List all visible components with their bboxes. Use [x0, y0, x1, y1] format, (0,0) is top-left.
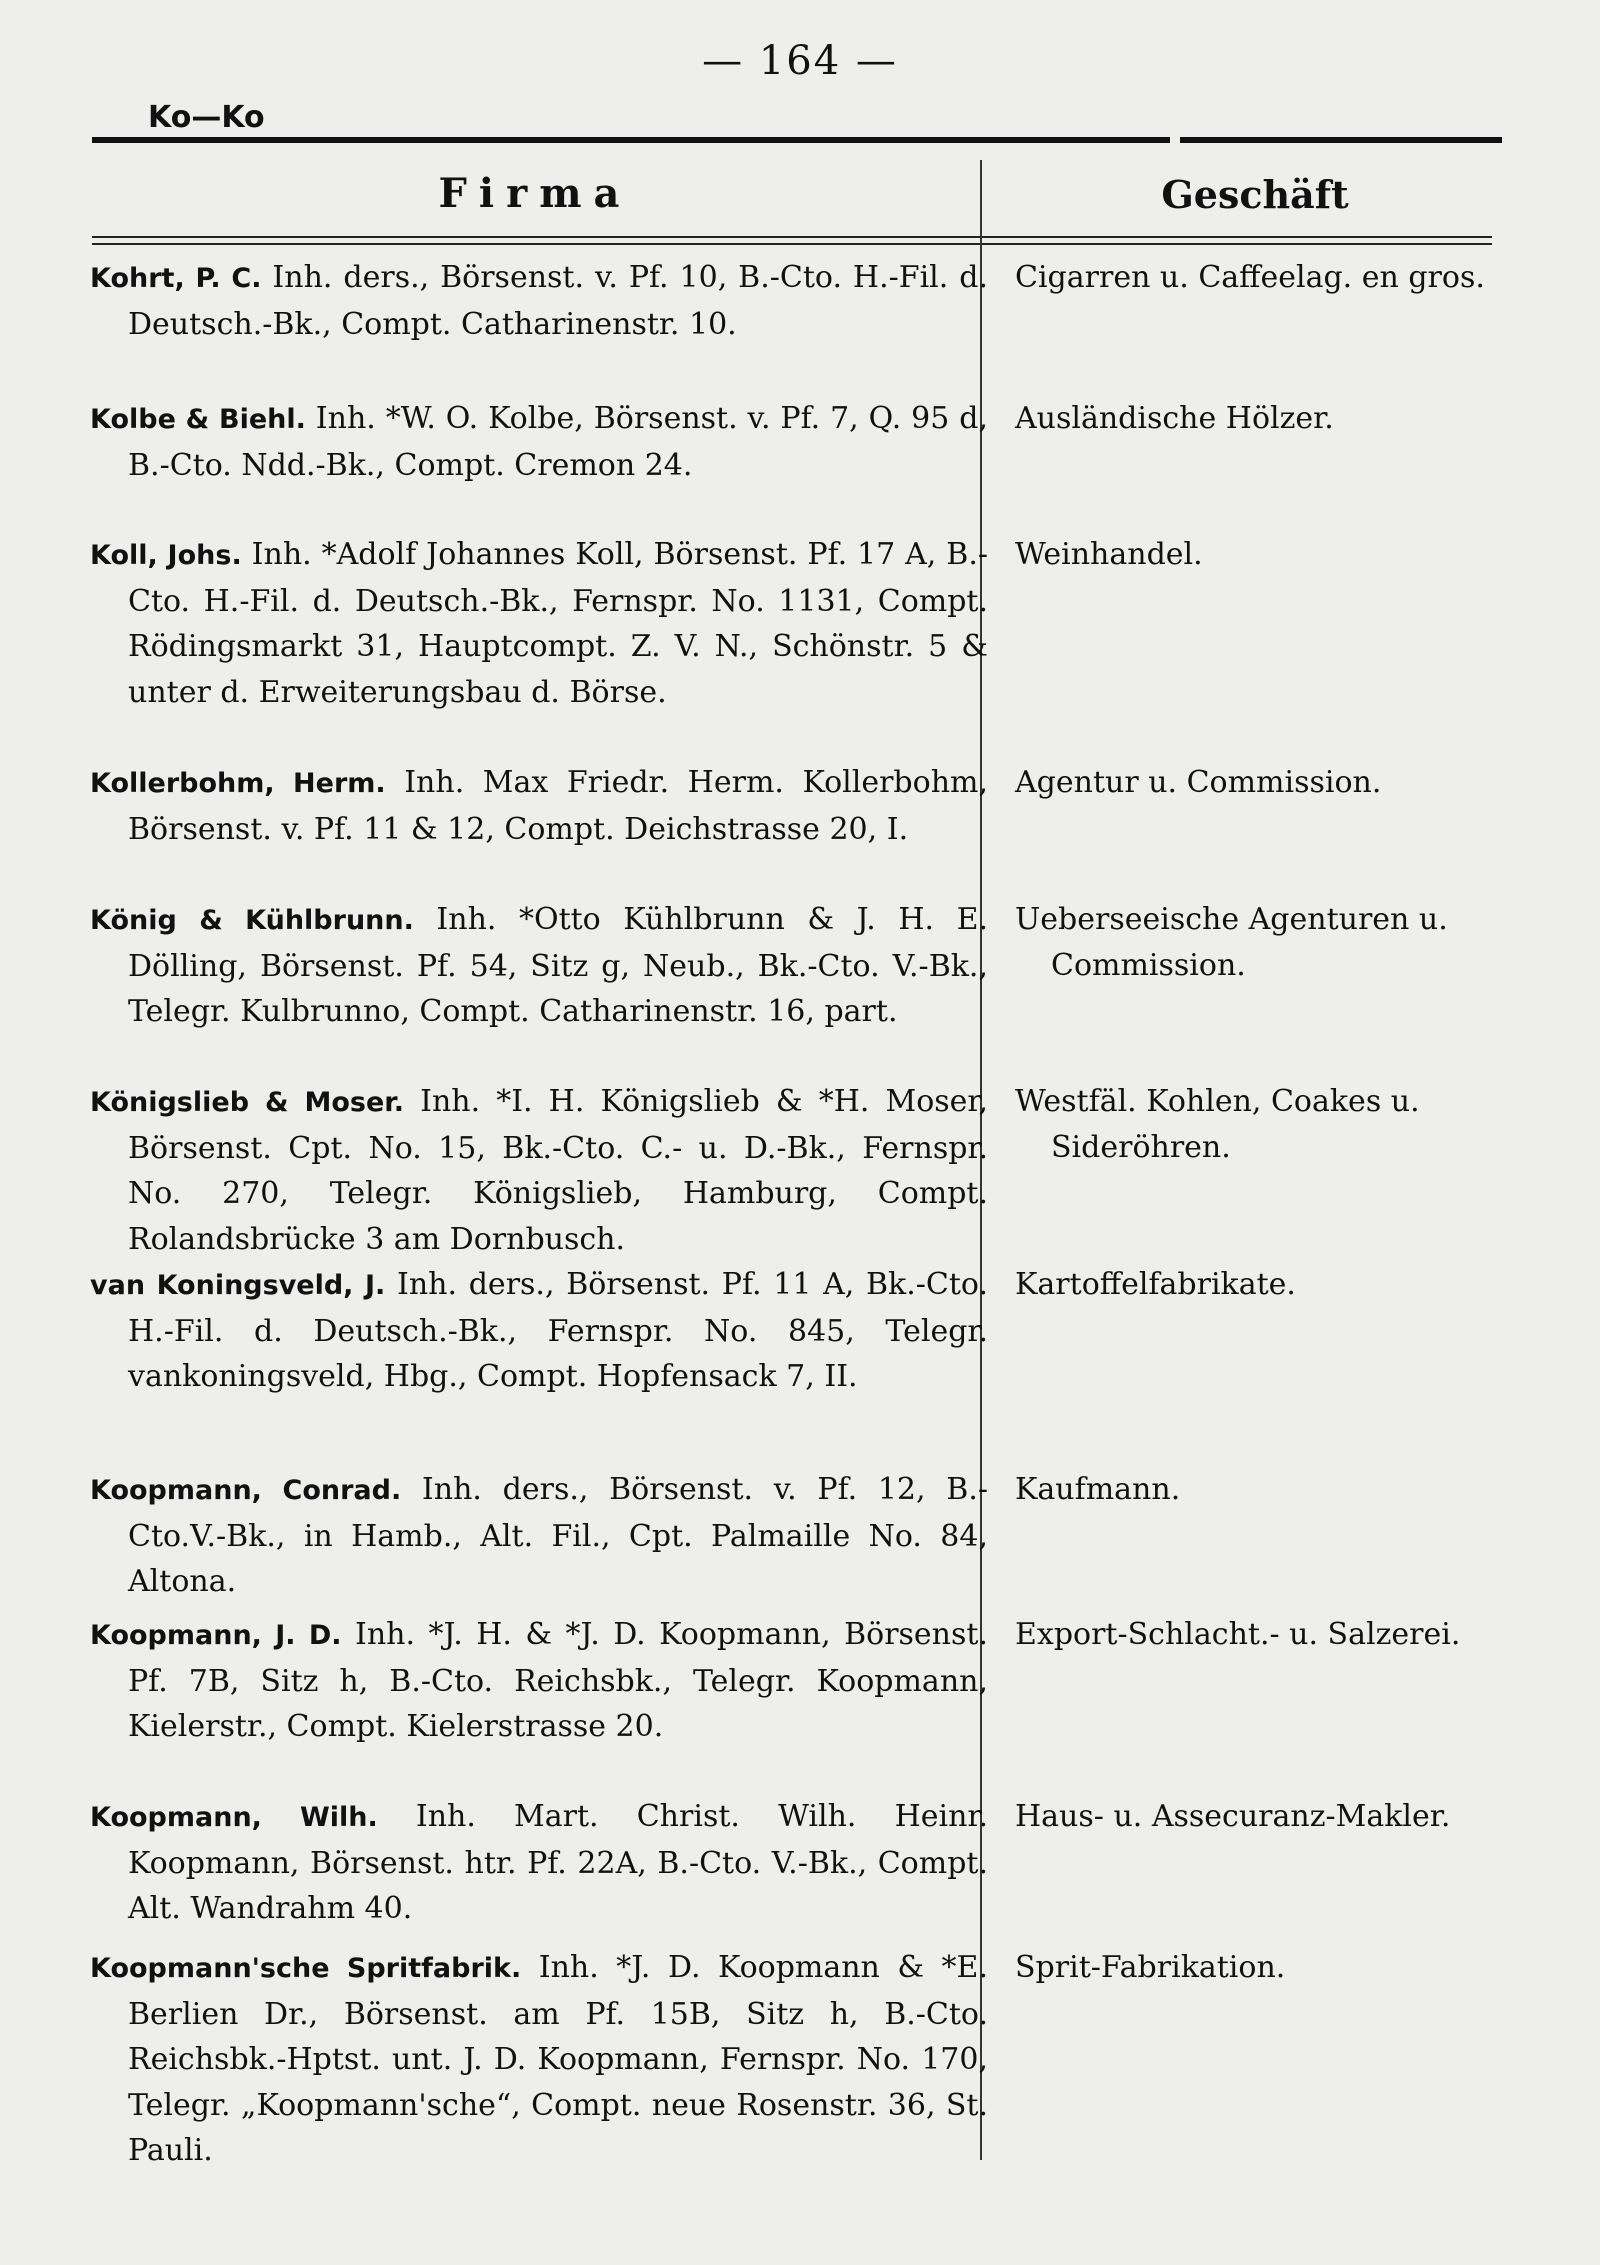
firm-entry — [90, 1467, 988, 1605]
column-header-geschaeft: Geschäft — [1161, 172, 1349, 217]
firm-details: Inh. *J. D. Koopmann & *E. Berlien Dr., Börsenst. am Pf. 15B, Sitz h, B.-Cto. Reichsbk.-Hptst. unt. J. D. Koopmann, Fernspr. No. 170, Telegr. „Koopmann'sche“, Compt. neue Rosenstr. 36, St. Pauli. — [128, 1950, 988, 2168]
column-header-rule-double — [92, 243, 1492, 245]
firm-details: Inh. ders., Börsenst. Pf. 11 A, Bk.-Cto. H.-Fil. d. Deutsch.-Bk., Fernspr. No. 845, Telegr. vankoningsveld, Hbg., Compt. Hopfensack 7, II. — [128, 1267, 988, 1394]
firm-entry — [90, 1079, 988, 1262]
column-header-rule — [92, 236, 1492, 238]
column-header-firma: Firma — [438, 170, 632, 217]
business-description: Agentur u. Commission. — [1015, 765, 1382, 800]
header-rule-right — [1180, 137, 1502, 143]
firm-entry — [90, 1612, 988, 1750]
firm-entry — [90, 1945, 988, 2174]
firm-entry — [90, 897, 988, 1035]
firm-details: Inh. *I. H. Königslieb & *H. Moser, Börsenst. Cpt. No. 15, Bk.-Cto. C.- u. D.-Bk., Fernspr. No. 270, Telegr. Königslieb, Hamburg, Compt. Rolandsbrücke 3 am Dornbusch. — [128, 1084, 988, 1257]
firm-details: Inh. ders., Börsenst. v. Pf. 10, B.-Cto. H.-Fil. d. Deutsch.-Bk., Compt. Catharinenstr. 10. — [128, 260, 988, 342]
firm-name: Koopmann, Wilh. — [90, 1802, 378, 1833]
firm-name: Kolbe & Biehl. — [90, 404, 306, 435]
firm-entry — [90, 760, 988, 852]
business-description: Westfäl. Kohlen, Coakes u. Sideröhren. — [1015, 1084, 1420, 1165]
business-description: Export-Schlacht.- u. Salzerei. — [1015, 1617, 1461, 1652]
firm-entry — [90, 1262, 988, 1400]
firm-entry — [90, 1794, 988, 1932]
business-description: Ausländische Hölzer. — [1015, 401, 1334, 436]
firm-entry — [90, 532, 988, 715]
firm-name: Königslieb & Moser. — [90, 1087, 404, 1118]
firm-name: Koopmann, J. D. — [90, 1620, 342, 1651]
business-description: Weinhandel. — [1015, 537, 1203, 572]
business-description: Sprit-Fabrikation. — [1015, 1950, 1286, 1985]
page-number: — 164 — — [702, 38, 898, 84]
firm-name: König & Kühlbrunn. — [90, 905, 414, 936]
running-head: Ko—Ko — [148, 100, 265, 135]
business-description: Kartoffelfabrikate. — [1015, 1267, 1296, 1302]
firm-name: Koll, Johs. — [90, 540, 242, 571]
firm-details: Inh. *Adolf Johannes Koll, Börsenst. Pf. 17 A, B.-Cto. H.-Fil. d. Deutsch.-Bk., Fernspr. No. 1131, Compt. Rödingsmarkt 31, Hauptcompt. Z. V. N., Schönstr. 5 & unter d. Erweiterungsbau d. Börse. — [128, 537, 988, 710]
firm-details: Inh. *Otto Kühlbrunn & J. H. E. Dölling, Börsenst. Pf. 54, Sitz g, Neub., Bk.-Cto. V.-Bk., Telegr. Kulbrunno, Compt. Catharinenstr. 16, part. — [128, 902, 989, 1029]
business-description: Haus- u. Assecuranz-Makler. — [1015, 1799, 1451, 1834]
business-description: Kaufmann. — [1015, 1472, 1181, 1507]
firm-details: Inh. Mart. Christ. Wilh. Heinr. Koopmann, Börsenst. htr. Pf. 22A, B.-Cto. V.-Bk., Compt. Alt. Wandrahm 40. — [128, 1799, 988, 1926]
firm-name: Koopmann, Conrad. — [90, 1475, 402, 1506]
firm-name: Kollerbohm, Herm. — [90, 768, 386, 799]
firm-name: Kohrt, P. C. — [90, 263, 262, 294]
business-description: Ueberseeische Agenturen u. Commission. — [1015, 902, 1448, 983]
firm-details: Inh. *J. H. & *J. D. Koopmann, Börsenst. Pf. 7B, Sitz h, B.-Cto. Reichsbk., Telegr. Koopmann, Kielerstr., Compt. Kielerstrasse 20. — [128, 1617, 988, 1744]
firm-name: Koopmann'sche Spritfabrik. — [90, 1953, 522, 1984]
firm-details: Inh. *W. O. Kolbe, Börsenst. v. Pf. 7, Q. 95 d, B.-Cto. Ndd.-Bk., Compt. Cremon 24. — [128, 401, 988, 483]
firm-details: Inh. ders., Börsenst. v. Pf. 12, B.-Cto.V.-Bk., in Hamb., Alt. Fil., Cpt. Palmaille No. 84, Altona. — [128, 1472, 988, 1599]
firm-name: van Koningsveld, J. — [90, 1270, 386, 1301]
firm-details: Inh. Max Friedr. Herm. Kollerbohm, Börsenst. v. Pf. 11 & 12, Compt. Deichstrasse 20, I. — [128, 765, 988, 847]
firm-entry — [90, 255, 988, 347]
business-description: Cigarren u. Caffeelag. en gros. — [1015, 260, 1485, 295]
firm-entry — [90, 396, 988, 488]
header-rule-left — [92, 137, 1170, 143]
